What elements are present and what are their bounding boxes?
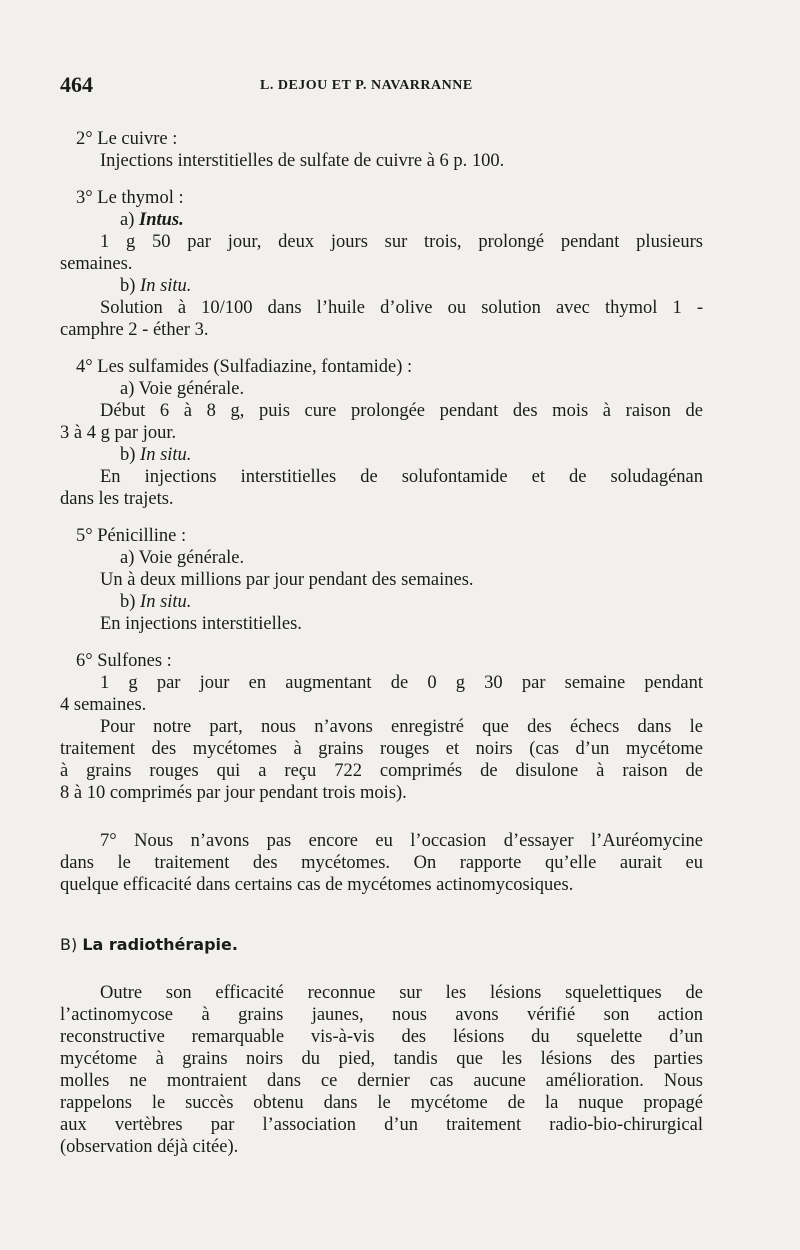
- paragraph-aureomycine-line2: dans le traitement des mycétomes. On rapporte qu’elle aurait eu: [60, 853, 703, 873]
- subheading-title: In situ.: [140, 445, 192, 465]
- heading-penicilline: 5° Pénicilline :: [76, 526, 187, 546]
- text-penicilline-a: Un à deux millions par jour pendant des semaines.: [100, 570, 474, 590]
- paragraph-radiotherapie-line: Outre son efficacité reconnue sur les lésions squelettiques de: [100, 983, 703, 1003]
- text-cuivre: Injections interstitielles de sulfate de cuivre à 6 p. 100.: [100, 151, 505, 171]
- paragraph-radiotherapie-line: reconstructive remarquable vis-à-vis des lésions du squelette d’un: [60, 1027, 703, 1047]
- subheading-sulfamides-b: [60, 444, 703, 466]
- page-body: [60, 128, 703, 1158]
- subheading-label: b): [120, 276, 136, 296]
- text-thymol-a-line2: semaines.: [60, 254, 133, 274]
- subheading-title: Intus.: [139, 210, 184, 230]
- subheading-thymol-a: [60, 209, 703, 231]
- subheading-penicilline-a: a) Voie générale.: [120, 548, 245, 568]
- text-sulfamides-a-line2: 3 à 4 g par jour.: [60, 423, 177, 443]
- paragraph-aureomycine-line1: 7° Nous n’avons pas encore eu l’occasion d’essayer l’Auréomycine: [100, 831, 703, 851]
- text-thymol-b-line2: camphre 2 - éther 3.: [60, 320, 209, 340]
- paragraph-radiotherapie-line: rappelons le succès obtenu dans le mycétome de la nuque propagé: [60, 1093, 703, 1113]
- page-header: [60, 72, 740, 100]
- text-sulfamides-a-line1: Début 6 à 8 g, puis cure prolongée pendant des mois à raison de: [100, 401, 703, 421]
- paragraph-sulfones-line3: à grains rouges qui a reçu 722 comprimés de disulone à raison de: [60, 761, 703, 781]
- paragraph-radiotherapie-line: aux vertèbres par l’association d’un traitement radio-bio-chirurgical: [60, 1115, 703, 1135]
- text-sulfones-line2: 4 semaines.: [60, 695, 147, 715]
- heading-sulfamides: 4° Les sulfamides (Sulfadiazine, fontamide) :: [76, 357, 413, 377]
- paragraph-radiotherapie-line: molles ne montraient dans ce dernier cas aucune amélioration. Nous: [60, 1071, 703, 1091]
- paragraph-sulfones-line2: traitement des mycétomes à grains rouges et noirs (cas d’un mycétome: [60, 739, 703, 759]
- heading-thymol: 3° Le thymol :: [76, 188, 184, 208]
- section-title: La radiothérapie.: [82, 935, 238, 954]
- text-sulfamides-b-line2: dans les trajets.: [60, 489, 174, 509]
- section-label: B): [60, 935, 78, 954]
- text-thymol-a-line1: 1 g 50 par jour, deux jours sur trois, prolongé pendant plusieurs: [100, 232, 703, 252]
- heading-cuivre: 2° Le cuivre :: [76, 129, 178, 149]
- paragraph-aureomycine-line3: quelque efficacité dans certains cas de mycétomes actinomycosiques.: [60, 875, 574, 895]
- paragraph-sulfones-line1: Pour notre part, nous n’avons enregistré que des échecs dans le: [100, 717, 703, 737]
- heading-sulfones: 6° Sulfones :: [76, 651, 172, 671]
- subheading-label: b): [120, 592, 136, 612]
- text-penicilline-b: En injections interstitielles.: [100, 614, 302, 634]
- text-sulfones-line1: 1 g par jour en augmentant de 0 g 30 par semaine pendant: [100, 673, 703, 693]
- subheading-label: a): [120, 210, 135, 230]
- subheading-label: b): [120, 445, 136, 465]
- section-heading-radiotherapie: [60, 934, 703, 956]
- paragraph-sulfones-line4: 8 à 10 comprimés par jour pendant trois mois).: [60, 783, 407, 803]
- subheading-thymol-b: [60, 275, 703, 297]
- paragraph-radiotherapie-line: mycétome à grains noirs du pied, tandis que les lésions des parties: [60, 1049, 703, 1069]
- subheading-sulfamides-a: a) Voie générale.: [120, 379, 245, 399]
- running-title: L. DEJOU ET P. NAVARRANNE: [260, 78, 473, 93]
- paragraph-radiotherapie-line: l’actinomycose à grains jaunes, nous avons vérifié son action: [60, 1005, 703, 1025]
- paragraph-radiotherapie-line: (observation déjà citée).: [60, 1137, 239, 1157]
- subheading-title: In situ.: [140, 592, 192, 612]
- text-thymol-b-line1: Solution à 10/100 dans l’huile d’olive ou solution avec thymol 1 -: [100, 298, 703, 318]
- text-sulfamides-b-line1: En injections interstitielles de solufontamide et de soludagénan: [100, 467, 703, 487]
- subheading-title: In situ.: [140, 276, 192, 296]
- subheading-penicilline-b: [60, 591, 703, 613]
- page-number: 464: [60, 72, 93, 97]
